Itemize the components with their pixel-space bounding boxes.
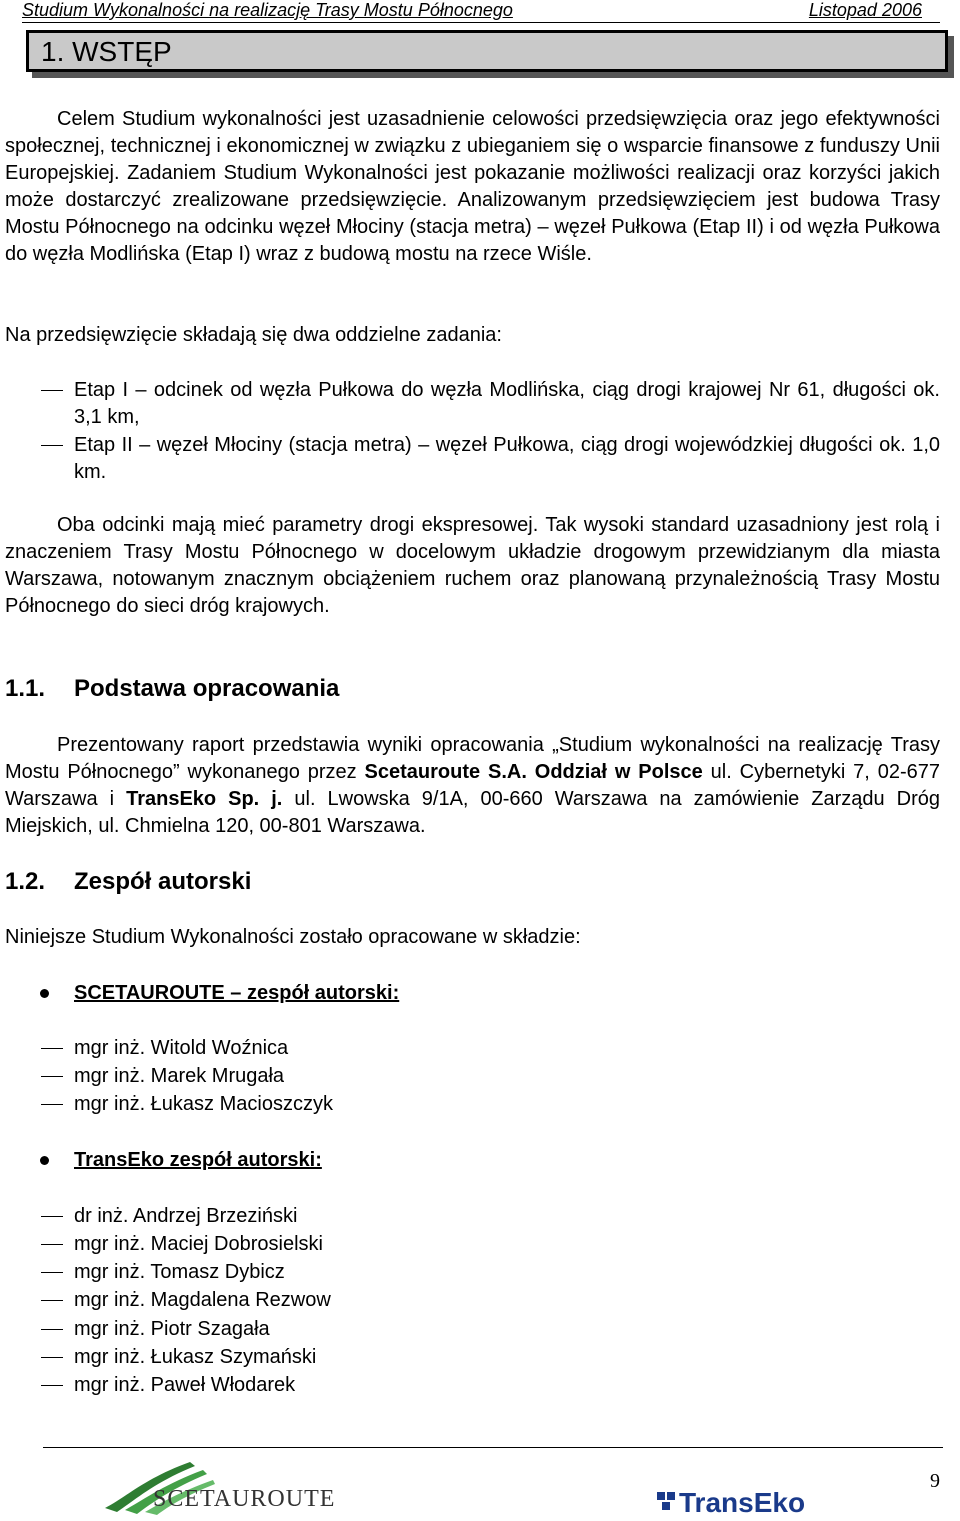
- dash-icon: [41, 1272, 63, 1273]
- team-member: mgr inż. Witold Woźnica: [5, 1035, 288, 1062]
- bullet-icon: [40, 1156, 49, 1165]
- dash-icon: [41, 1104, 63, 1105]
- svg-text:TransEko: TransEko: [679, 1487, 806, 1518]
- team-member: mgr inż. Magdalena Rezwow: [5, 1287, 331, 1314]
- team-member: mgr inż. Marek Mrugała: [5, 1063, 284, 1090]
- section-1-1-paragraph: Prezentowany raport przedstawia wyniki opracowania „Studium wykonalności na realizację Trasy Mostu Północnego” wykonanego przez Scetauroute S.A. Oddział w Polsce ul. Cybernetyki 7, 02-677 Warszawa i TransEko Sp. j. ul. Lwowska 9/1A, 00-660 Warszawa na zamówienie Zarządu Dróg Miejskich, ul. Chmielna 120, 00-801 Warszawa.: [5, 734, 940, 837]
- section-heading-1-1: 1.1. Podstawa opracowania: [5, 675, 340, 702]
- dash-icon: [41, 390, 63, 391]
- dash-icon: [41, 1300, 63, 1301]
- intro-paragraph-2: Na przedsięwzięcie składają się dwa oddzielne zadania:: [5, 324, 502, 346]
- dash-icon: [41, 1385, 63, 1386]
- transeko-logo: [655, 1482, 835, 1518]
- team-member: mgr inż. Łukasz Macioszczyk: [5, 1091, 333, 1118]
- team-member: mgr inż. Łukasz Szymański: [5, 1344, 316, 1371]
- team-member: mgr inż. Piotr Szagała: [5, 1316, 270, 1343]
- svg-text:SCETAUROUTE: SCETAUROUTE: [153, 1486, 336, 1512]
- team-group-transeko: TransEko zespół autorski:: [5, 1147, 322, 1174]
- intro-paragraph-1: Celem Studium wykonalności jest uzasadnienie celowości przedsięwzięcia oraz jego efektywności społecznej, technicznej i ekonomicznej w związku z ubieganiem się o wsparcie finansowe z funduszy Unii Europejskiej. Zadaniem Studium Wykonalności jest pokazanie możliwości realizacji oraz korzyści jakich może dostarczyć zrealizowane przedsięwzięcie. Analizowanym przedsięwzięciem jest budowa Trasy Mostu Północnego na odcinku węzeł Młociny (stacja metra) – węzeł Pułkowa (Etap II) i od węzła Pułkowa do węzła Modlińska (Etap I) wraz z budową mostu na rzece Wiśle.: [5, 108, 940, 265]
- team-member: mgr inż. Paweł Włodarek: [5, 1372, 295, 1399]
- section-1-2-intro: Niniejsze Studium Wykonalności zostało opracowane w składzie:: [5, 926, 581, 948]
- team-member: dr inż. Andrzej Brzeziński: [5, 1203, 297, 1230]
- header-date: Listopad 2006: [808, 0, 922, 20]
- team-group-scetauroute: SCETAUROUTE – zespół autorski:: [5, 980, 399, 1007]
- dash-icon: [41, 1329, 63, 1330]
- dash-icon: [41, 1216, 63, 1217]
- running-header: [22, 0, 940, 23]
- page-number: 9: [930, 1470, 940, 1492]
- team-member: mgr inż. Tomasz Dybicz: [5, 1259, 285, 1286]
- dash-icon: [41, 1244, 63, 1245]
- dash-icon: [41, 1048, 63, 1049]
- task-item: Etap II – węzeł Młociny (stacja metra) – węzeł Pułkowa, ciąg drogi wojewódzkiej długości ok. 1,0 km.: [5, 432, 940, 486]
- task-item: Etap I – odcinek od węzła Pułkowa do węzła Modlińska, ciąg drogi krajowej Nr 61, długości ok. 3,1 km,: [5, 377, 940, 431]
- chapter-heading-box: [26, 30, 948, 72]
- footer-rule: [43, 1447, 943, 1448]
- dash-icon: [41, 1076, 63, 1077]
- team-member: mgr inż. Maciej Dobrosielski: [5, 1231, 323, 1258]
- dash-icon: [41, 1357, 63, 1358]
- chapter-title: 1. WSTĘP: [41, 36, 172, 67]
- intro-paragraph-3: Oba odcinki mają mieć parametry drogi ekspresowej. Tak wysoki standard uzasadniony jest rolą i znaczeniem Trasy Mostu Północnego w docelowym układzie drogowym przewidzianym dla miasta Warszawa, notowanym znacznym obciążeniem ruchem oraz planowaną przynależnością Trasy Mostu Północnego do sieci dróg krajowych.: [5, 514, 940, 617]
- scetauroute-logo: [95, 1458, 355, 1516]
- header-title: Studium Wykonalności na realizację Trasy Mostu Północnego: [22, 0, 513, 20]
- bullet-icon: [40, 989, 49, 998]
- dash-icon: [41, 445, 63, 446]
- section-heading-1-2: 1.2. Zespół autorski: [5, 868, 252, 895]
